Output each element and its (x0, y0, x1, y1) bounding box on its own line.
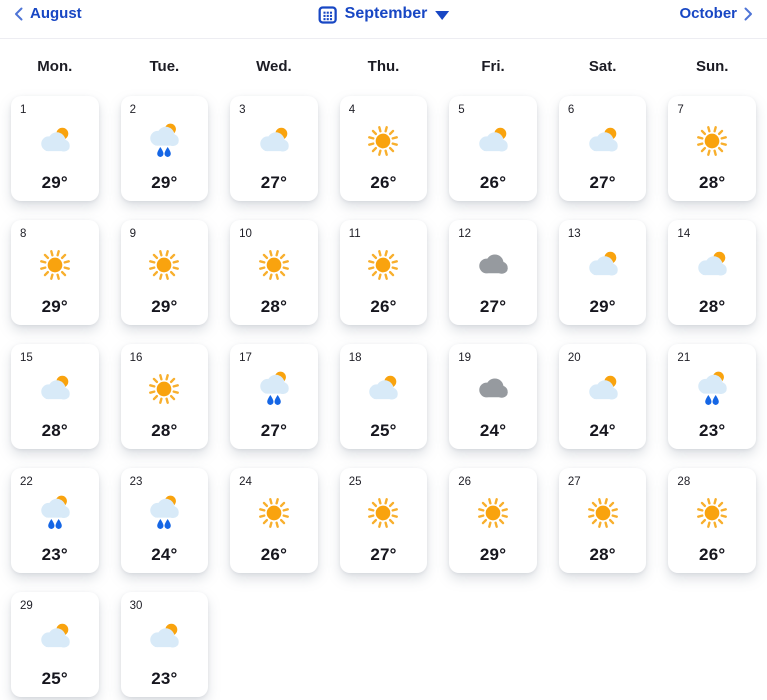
day-number: 6 (567, 104, 575, 116)
day-temperature: 28° (151, 421, 178, 440)
day-number: 27 (567, 476, 581, 488)
day-number: 21 (677, 352, 691, 364)
day-temperature: 28° (260, 297, 288, 316)
cloudy-icon (471, 367, 515, 411)
partly-cloudy-icon (33, 119, 77, 163)
day-number: 14 (677, 228, 691, 240)
partly-cloudy-icon (471, 119, 515, 163)
day-number: 9 (129, 228, 136, 240)
partly-cloudy-icon (33, 367, 77, 411)
day-temperature: 29° (41, 173, 68, 192)
day-number: 13 (567, 228, 581, 240)
day-temperature: 26° (370, 173, 397, 192)
day-temperature: 29° (41, 297, 68, 316)
day-number: 20 (567, 352, 581, 364)
day-temperature: 25° (370, 421, 397, 440)
sunny-icon (361, 491, 405, 535)
day-card[interactable] (449, 468, 537, 573)
day-temperature: 27° (260, 421, 288, 440)
day-number: 2 (129, 104, 136, 116)
day-card[interactable] (340, 344, 428, 449)
day-temperature: 29° (589, 297, 616, 316)
day-card[interactable] (121, 344, 209, 449)
partly-cloudy-icon (142, 615, 186, 659)
weekday-label: Fri. (481, 58, 505, 75)
day-temperature: 26° (260, 545, 288, 564)
partly-cloudy-icon (690, 243, 734, 287)
day-number: 24 (239, 476, 252, 488)
day-number: 18 (348, 352, 362, 364)
partly-cloudy-icon (581, 243, 625, 287)
day-number: 30 (129, 600, 143, 612)
partly-cloudy-icon (581, 367, 625, 411)
partly-cloudy-icon (361, 367, 405, 411)
day-number: 8 (20, 228, 27, 240)
day-card[interactable] (449, 220, 537, 325)
weekday-label: Thu. (367, 58, 400, 75)
weekday-label: Mon. (37, 58, 73, 75)
day-card[interactable] (668, 344, 756, 449)
sunny-icon (33, 243, 77, 287)
day-card[interactable] (121, 468, 209, 573)
day-number: 26 (458, 476, 472, 488)
day-number: 3 (239, 104, 246, 116)
weekday-label: Sat. (588, 58, 617, 75)
rain-icon (142, 491, 186, 535)
day-card[interactable] (121, 96, 209, 201)
day-number: 11 (348, 228, 361, 240)
day-card[interactable] (230, 220, 318, 325)
day-temperature: 23° (151, 669, 178, 688)
day-temperature: 24° (479, 421, 507, 440)
month-nav-header (0, 0, 767, 39)
partly-cloudy-icon (252, 119, 296, 163)
day-temperature: 28° (699, 173, 726, 192)
day-temperature: 25° (41, 669, 68, 688)
day-temperature: 29° (151, 297, 178, 316)
day-number: 16 (129, 352, 143, 364)
sunny-icon (142, 367, 186, 411)
chevron-right-icon (744, 7, 753, 21)
day-card[interactable] (559, 220, 647, 325)
day-card[interactable] (121, 592, 209, 697)
day-card[interactable] (340, 96, 428, 201)
sunny-icon (581, 491, 625, 535)
sunny-icon (690, 491, 734, 535)
rain-icon (33, 491, 77, 535)
day-temperature: 28° (589, 545, 616, 564)
day-temperature: 26° (370, 297, 397, 316)
day-temperature: 26° (699, 545, 726, 564)
day-temperature: 27° (370, 545, 397, 564)
sunny-icon (361, 243, 405, 287)
chevron-left-icon (14, 7, 23, 21)
next-month-label: October (679, 5, 737, 22)
day-temperature: 23° (41, 545, 68, 564)
rain-icon (142, 119, 186, 163)
day-card[interactable] (11, 468, 99, 573)
day-card[interactable] (11, 220, 99, 325)
calendar-icon (318, 5, 337, 24)
weekday-label: Sun. (695, 58, 729, 75)
prev-month-button[interactable] (14, 4, 82, 24)
day-number: 17 (239, 352, 252, 364)
day-card[interactable] (11, 344, 99, 449)
sunny-icon (690, 119, 734, 163)
partly-cloudy-icon (581, 119, 625, 163)
day-card[interactable] (340, 220, 428, 325)
next-month-button[interactable] (679, 4, 753, 24)
day-number: 25 (348, 476, 362, 488)
day-temperature: 28° (699, 297, 726, 316)
month-selector[interactable] (318, 4, 450, 24)
day-card[interactable] (668, 468, 756, 573)
day-card[interactable] (668, 96, 756, 201)
day-number: 29 (20, 600, 33, 612)
day-number: 4 (348, 104, 356, 116)
day-temperature: 23° (699, 421, 726, 440)
day-temperature: 27° (589, 173, 616, 192)
day-number: 10 (239, 228, 252, 240)
sunny-icon (471, 491, 515, 535)
day-temperature: 28° (41, 421, 68, 440)
chevron-down-icon (435, 11, 449, 20)
day-number: 19 (458, 352, 472, 364)
day-number: 5 (458, 104, 465, 116)
day-card[interactable] (230, 344, 318, 449)
day-number: 12 (458, 228, 472, 240)
prev-month-label: August (30, 5, 82, 22)
rain-icon (252, 367, 296, 411)
day-number: 7 (677, 104, 684, 116)
sunny-icon (361, 119, 405, 163)
day-temperature: 29° (151, 173, 178, 192)
day-temperature: 29° (479, 545, 507, 564)
day-card[interactable] (449, 344, 537, 449)
day-temperature: 27° (479, 297, 507, 316)
day-card[interactable] (559, 96, 647, 201)
day-card[interactable] (668, 220, 756, 325)
day-temperature: 27° (260, 173, 288, 192)
day-card[interactable] (230, 468, 318, 573)
day-card[interactable] (121, 220, 209, 325)
rain-icon (690, 367, 734, 411)
day-number: 28 (677, 476, 691, 488)
weekday-label: Tue. (149, 58, 180, 75)
day-number: 22 (20, 476, 33, 488)
day-card[interactable] (559, 468, 647, 573)
day-temperature: 24° (589, 421, 616, 440)
partly-cloudy-icon (33, 615, 77, 659)
sunny-icon (252, 491, 296, 535)
weekday-header-row (0, 58, 767, 75)
day-card[interactable] (11, 96, 99, 201)
day-card[interactable] (11, 592, 99, 697)
sunny-icon (142, 243, 186, 287)
cloudy-icon (471, 243, 515, 287)
day-temperature: 24° (151, 545, 178, 564)
day-card[interactable] (230, 96, 318, 201)
day-number: 23 (129, 476, 143, 488)
day-card[interactable] (449, 96, 537, 201)
day-card[interactable] (559, 344, 647, 449)
sunny-icon (252, 243, 296, 287)
day-card[interactable] (340, 468, 428, 573)
weekday-label: Wed. (256, 58, 292, 75)
calendar-grid (0, 96, 767, 697)
day-temperature: 26° (479, 173, 507, 192)
day-number: 15 (20, 352, 33, 364)
current-month-label: September (344, 5, 428, 22)
day-number: 1 (20, 104, 27, 116)
